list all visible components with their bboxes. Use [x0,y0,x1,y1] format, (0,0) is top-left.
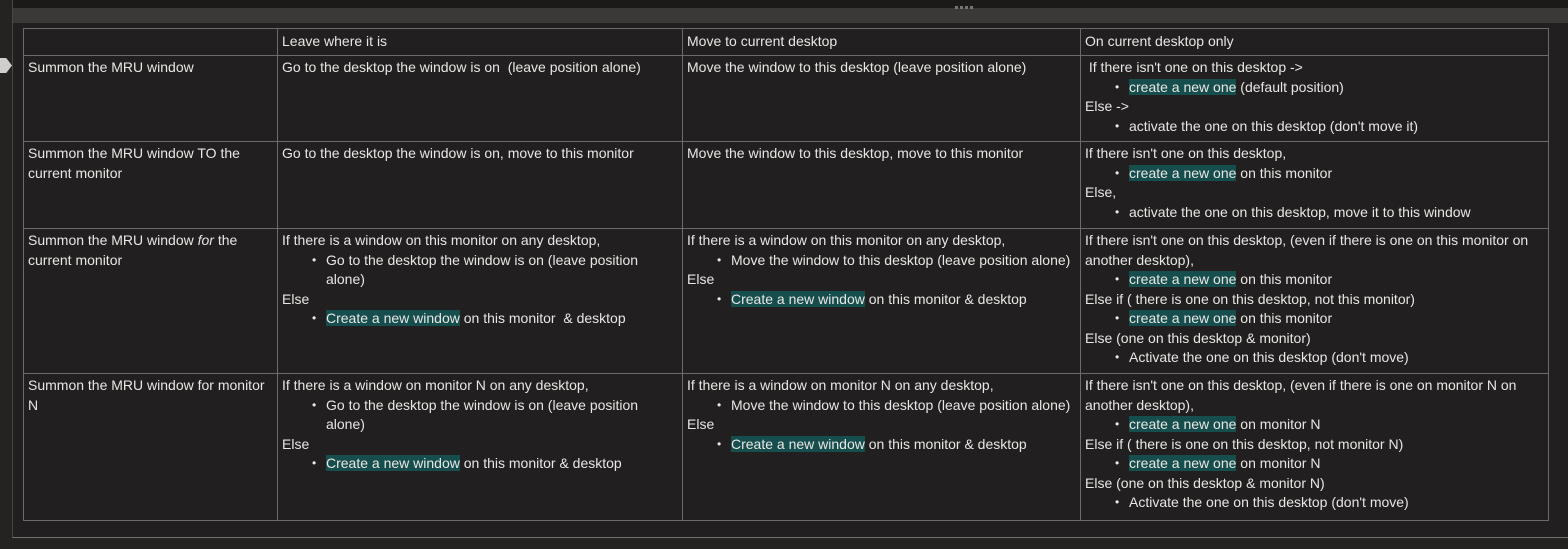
text-segment: Else [282,290,310,307]
text-segment: Summon the MRU window [28,59,194,75]
text-segment: on this monitor & desktop [864,435,1027,452]
highlighted-text: create a new one [1129,78,1237,95]
cell-line [1085,164,1544,184]
table-cell [278,142,683,229]
cell-line [282,231,678,251]
table-cell [683,142,1081,229]
cell-line [1085,203,1544,223]
bullet-icon: • [717,291,722,306]
text-segment: on this monitor & desktop [864,290,1027,307]
bullet-icon: • [1115,311,1120,325]
table-cell [1081,229,1549,374]
text-segment: Else, [1085,184,1117,200]
text-segment: activate the one on this desktop (don't move it) [1129,117,1419,134]
highlighted-text: create a new one [1129,455,1237,471]
highlighted-text: Create a new window [326,310,460,326]
table-row [24,56,1549,142]
cell-line [687,58,1076,78]
column-header: On current desktop only [1081,29,1549,56]
cell-line [687,144,1076,164]
table-row [24,229,1549,374]
text-segment: on this monitor & desktop [459,310,626,326]
text-segment: Summon the MRU window [28,232,198,248]
text-segment: Activate the one on this desktop (don't move) [1129,349,1409,365]
text-segment: Move the window to this desktop (leave position alone) [731,251,1071,268]
bullet-icon: • [312,252,317,267]
cell-line [1085,454,1544,474]
text-segment: Go to the desktop the window is on, move to this monitor [282,145,634,161]
cell-line [1085,474,1544,494]
table-cell [683,374,1081,521]
bullet-icon: • [1115,79,1120,94]
bullet-icon: • [1115,272,1120,286]
text-segment: Move the window to this desktop (leave position alone) [687,59,1027,75]
text-segment: If there isn't one on this desktop, (even if there is one on monitor N on another desktop), [1085,377,1521,413]
text-segment: the current monitor [28,232,238,268]
text-segment: If there isn't one on this desktop -> [1085,59,1303,75]
bullet-icon: • [312,311,317,325]
highlighted-text: Create a new window [731,435,865,452]
text-segment: Else [687,271,715,287]
bullet-icon: • [717,252,722,267]
table-cell [683,229,1081,374]
cell-line [687,435,1076,455]
bullet-icon: • [1115,417,1120,431]
highlighted-text: Create a new window [731,290,865,307]
cell-line [1085,329,1544,349]
text-segment: If there is a window on this monitor on any desktop, [282,232,601,248]
cell-line [1085,144,1544,164]
text-segment: Go to the desktop the window is on (leave position alone) [282,59,641,75]
text-segment: Go to the desktop the window is on (leave position alone) [326,396,642,432]
text-segment: Else [687,416,715,432]
table-cell [1081,374,1549,521]
cell-line [282,309,678,329]
behavior-table [23,28,1549,521]
text-segment: Go to the desktop the window is on (leave position alone) [326,251,642,287]
cell-line [687,270,1076,290]
text-segment: on monitor N [1236,416,1321,432]
cell-line [1085,58,1544,78]
cell-line [1085,415,1544,435]
text-segment: for [197,232,214,248]
table-row [24,374,1549,521]
text-segment: Else (one on this desktop & monitor N) [1085,474,1325,491]
top-toolbar [13,8,1568,23]
cell-line [282,435,678,455]
bullet-icon: • [1115,456,1120,470]
arrow-right-marker-icon [0,58,12,73]
text-segment: on monitor N [1236,455,1321,471]
cell-line [1085,309,1544,329]
cell-line [282,454,678,474]
cell-line [282,290,678,310]
text-segment: on this monitor & desktop [459,455,622,471]
text-segment: If there isn't one on this desktop, (even if there is one on this monitor on another desktop), [1085,232,1533,268]
column-header [24,29,278,56]
cell-line [1085,376,1544,415]
cell-line [282,396,678,435]
text-segment: Summon the MRU window for monitor N [28,377,265,413]
cell-line [282,376,678,396]
highlighted-text: create a new one [1129,271,1237,287]
table-cell [1081,56,1549,142]
cell-line [1085,231,1544,270]
cell-line [1085,183,1544,203]
cell-line [687,396,1076,416]
row-label-cell [24,56,278,142]
bullet-icon: • [717,397,722,412]
cell-line [1085,117,1544,137]
text-segment: If there is a window on monitor N on any desktop, [282,377,589,393]
cell-line [687,251,1076,271]
table-cell [278,374,683,521]
bullet-icon: • [717,436,722,451]
highlighted-text: create a new one [1129,310,1237,326]
text-segment: Move the window to this desktop (leave position alone) [731,396,1071,413]
row-label-cell [24,142,278,229]
bullet-icon: • [1115,204,1120,219]
text-segment: Else if ( there is one on this desktop, not this monitor) [1085,290,1415,307]
table-cell [278,56,683,142]
bullet-icon: • [312,456,317,470]
text-segment: Summon the MRU window TO the current monitor [28,145,240,181]
cell-line [687,290,1076,310]
cell-line [1085,270,1544,290]
cell-line [282,144,678,164]
cell-line [1085,97,1544,117]
column-header: Move to current desktop [683,29,1081,56]
column-header: Leave where it is [278,29,683,56]
drag-dots-icon[interactable] [955,6,973,9]
text-segment: activate the one on this desktop, move it to this window [1129,203,1471,220]
cell-line [282,251,678,290]
header-row [24,29,1549,56]
bullet-icon: • [1115,118,1120,133]
bullet-icon: • [312,397,317,412]
cell-line [1085,290,1544,310]
text-segment: If there is a window on this monitor on any desktop, [687,232,1006,248]
highlighted-text: create a new one [1129,164,1237,181]
row-label-cell [24,374,278,521]
cell-line [1085,78,1544,98]
table-head [24,29,1549,56]
bullet-icon: • [1115,495,1120,509]
text-segment: Activate the one on this desktop (don't move) [1129,494,1409,510]
table-cell [683,56,1081,142]
bullet-icon: • [1115,350,1120,364]
row-label-cell [24,229,278,374]
cell-line [1085,348,1544,368]
text-segment: (default position) [1236,78,1344,95]
bullet-icon: • [1115,165,1120,180]
cell-line [687,231,1076,251]
text-segment: Else [282,435,310,452]
text-segment: Move the window to this desktop, move to this monitor [687,145,1024,161]
cell-line [1085,435,1544,455]
table-body [24,56,1549,521]
table-cell [278,229,683,374]
text-segment: on this monitor [1236,164,1333,181]
text-segment: on this monitor [1236,271,1333,287]
text-segment: Else -> [1085,98,1129,114]
text-segment: Else (one on this desktop & monitor) [1085,329,1311,346]
cell-line [1085,493,1544,513]
table-row [24,142,1549,229]
highlighted-text: create a new one [1129,416,1237,432]
highlighted-text: Create a new window [326,455,460,471]
window-top-strip [13,0,1568,8]
text-segment: Else if ( there is one on this desktop, not monitor N) [1085,435,1404,452]
table-cell [1081,142,1549,229]
cell-line [687,376,1076,396]
text-segment: on this monitor [1236,310,1333,326]
text-segment: If there isn't one on this desktop, [1085,145,1287,161]
cell-line [687,415,1076,435]
cell-line [282,58,678,78]
text-segment: If there is a window on monitor N on any desktop, [687,377,994,393]
